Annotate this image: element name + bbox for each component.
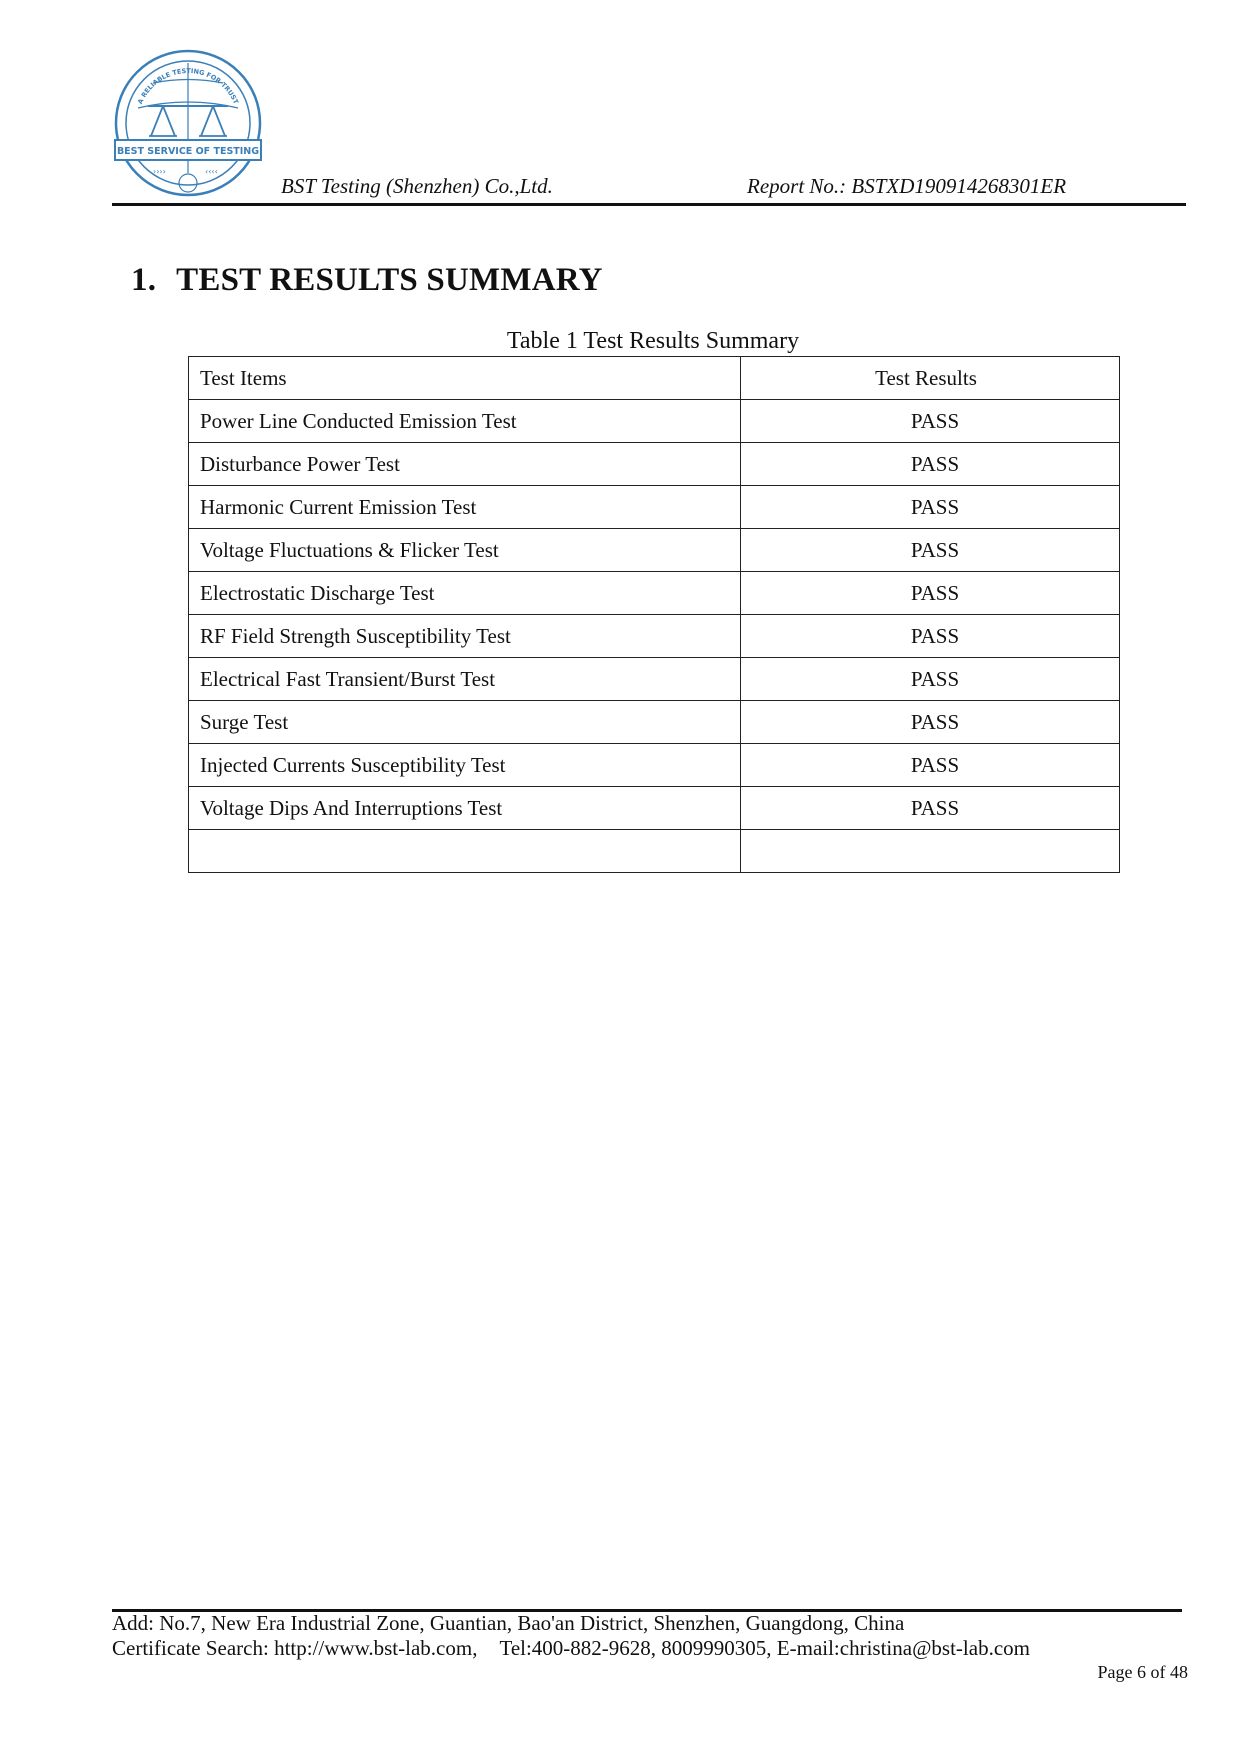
table-row xyxy=(189,658,1120,701)
test-item-cell: Surge Test xyxy=(189,701,741,744)
svg-text:BEST SERVICE OF TESTING: BEST SERVICE OF TESTING xyxy=(116,146,260,157)
table-row xyxy=(189,572,1120,615)
test-result-cell: PASS xyxy=(741,744,1120,787)
section-title: TEST RESULTS SUMMARY xyxy=(176,262,603,298)
test-result-cell: PASS xyxy=(741,572,1120,615)
test-result-cell: PASS xyxy=(741,787,1120,830)
test-result-cell: PASS xyxy=(741,529,1120,572)
test-result-cell: PASS xyxy=(741,486,1120,529)
table-row xyxy=(189,443,1120,486)
section-heading xyxy=(131,262,603,299)
svg-text:››››: ›››› xyxy=(153,167,166,176)
footer-contact: Tel:400-882-9628, 8009990305, E-mail:christina@bst-lab.com xyxy=(499,1636,1030,1660)
test-result-cell: PASS xyxy=(741,701,1120,744)
test-result-cell: PASS xyxy=(741,658,1120,701)
test-item-cell: Voltage Fluctuations & Flicker Test xyxy=(189,529,741,572)
svg-text:A RELIABLE TESTING FOR TRUST: A RELIABLE TESTING FOR TRUST xyxy=(136,66,240,106)
section-number: 1. xyxy=(131,262,157,298)
table-caption: Table 1 Test Results Summary xyxy=(506,328,800,354)
footer-address: Add: No.7, New Era Industrial Zone, Guantian, Bao'an District, Shenzhen, Guangdong, China xyxy=(112,1611,905,1635)
test-item-cell: Injected Currents Susceptibility Test xyxy=(189,744,741,787)
header-company: BST Testing (Shenzhen) Co.,Ltd. xyxy=(281,174,553,198)
test-result-cell: PASS xyxy=(741,615,1120,658)
test-item-cell: Electrostatic Discharge Test xyxy=(189,572,741,615)
test-item-cell: Disturbance Power Test xyxy=(189,443,741,486)
results-table xyxy=(188,356,1120,873)
column-header-test-results: Test Results xyxy=(741,357,1120,400)
test-item-cell: Power Line Conducted Emission Test xyxy=(189,400,741,443)
test-item-cell: Voltage Dips And Interruptions Test xyxy=(189,787,741,830)
table-row xyxy=(189,744,1120,787)
test-result-cell: PASS xyxy=(741,400,1120,443)
table-row xyxy=(189,400,1120,443)
test-item-cell xyxy=(189,830,741,873)
test-result-cell xyxy=(741,830,1120,873)
table-row xyxy=(189,787,1120,830)
test-item-cell: Electrical Fast Transient/Burst Test xyxy=(189,658,741,701)
table-row-empty xyxy=(189,830,1120,873)
test-item-cell: RF Field Strength Susceptibility Test xyxy=(189,615,741,658)
header-rule xyxy=(112,203,1186,206)
svg-text:‹‹‹‹: ‹‹‹‹ xyxy=(205,167,218,176)
header-report-number: Report No.: BSTXD190914268301ER xyxy=(747,174,1067,198)
table-row xyxy=(189,701,1120,744)
footer-certificate: Certificate Search: http://www.bst-lab.com, xyxy=(112,1636,478,1660)
table-row xyxy=(189,486,1120,529)
page-number: Page 6 of 48 xyxy=(1097,1662,1188,1682)
table-row xyxy=(189,529,1120,572)
table-row xyxy=(189,615,1120,658)
test-item-cell: Harmonic Current Emission Test xyxy=(189,486,741,529)
table-header-row xyxy=(189,357,1120,400)
test-result-cell: PASS xyxy=(741,443,1120,486)
bst-logo xyxy=(113,48,263,198)
column-header-test-items: Test Items xyxy=(189,357,741,400)
footer-contact-line xyxy=(112,1636,1030,1661)
